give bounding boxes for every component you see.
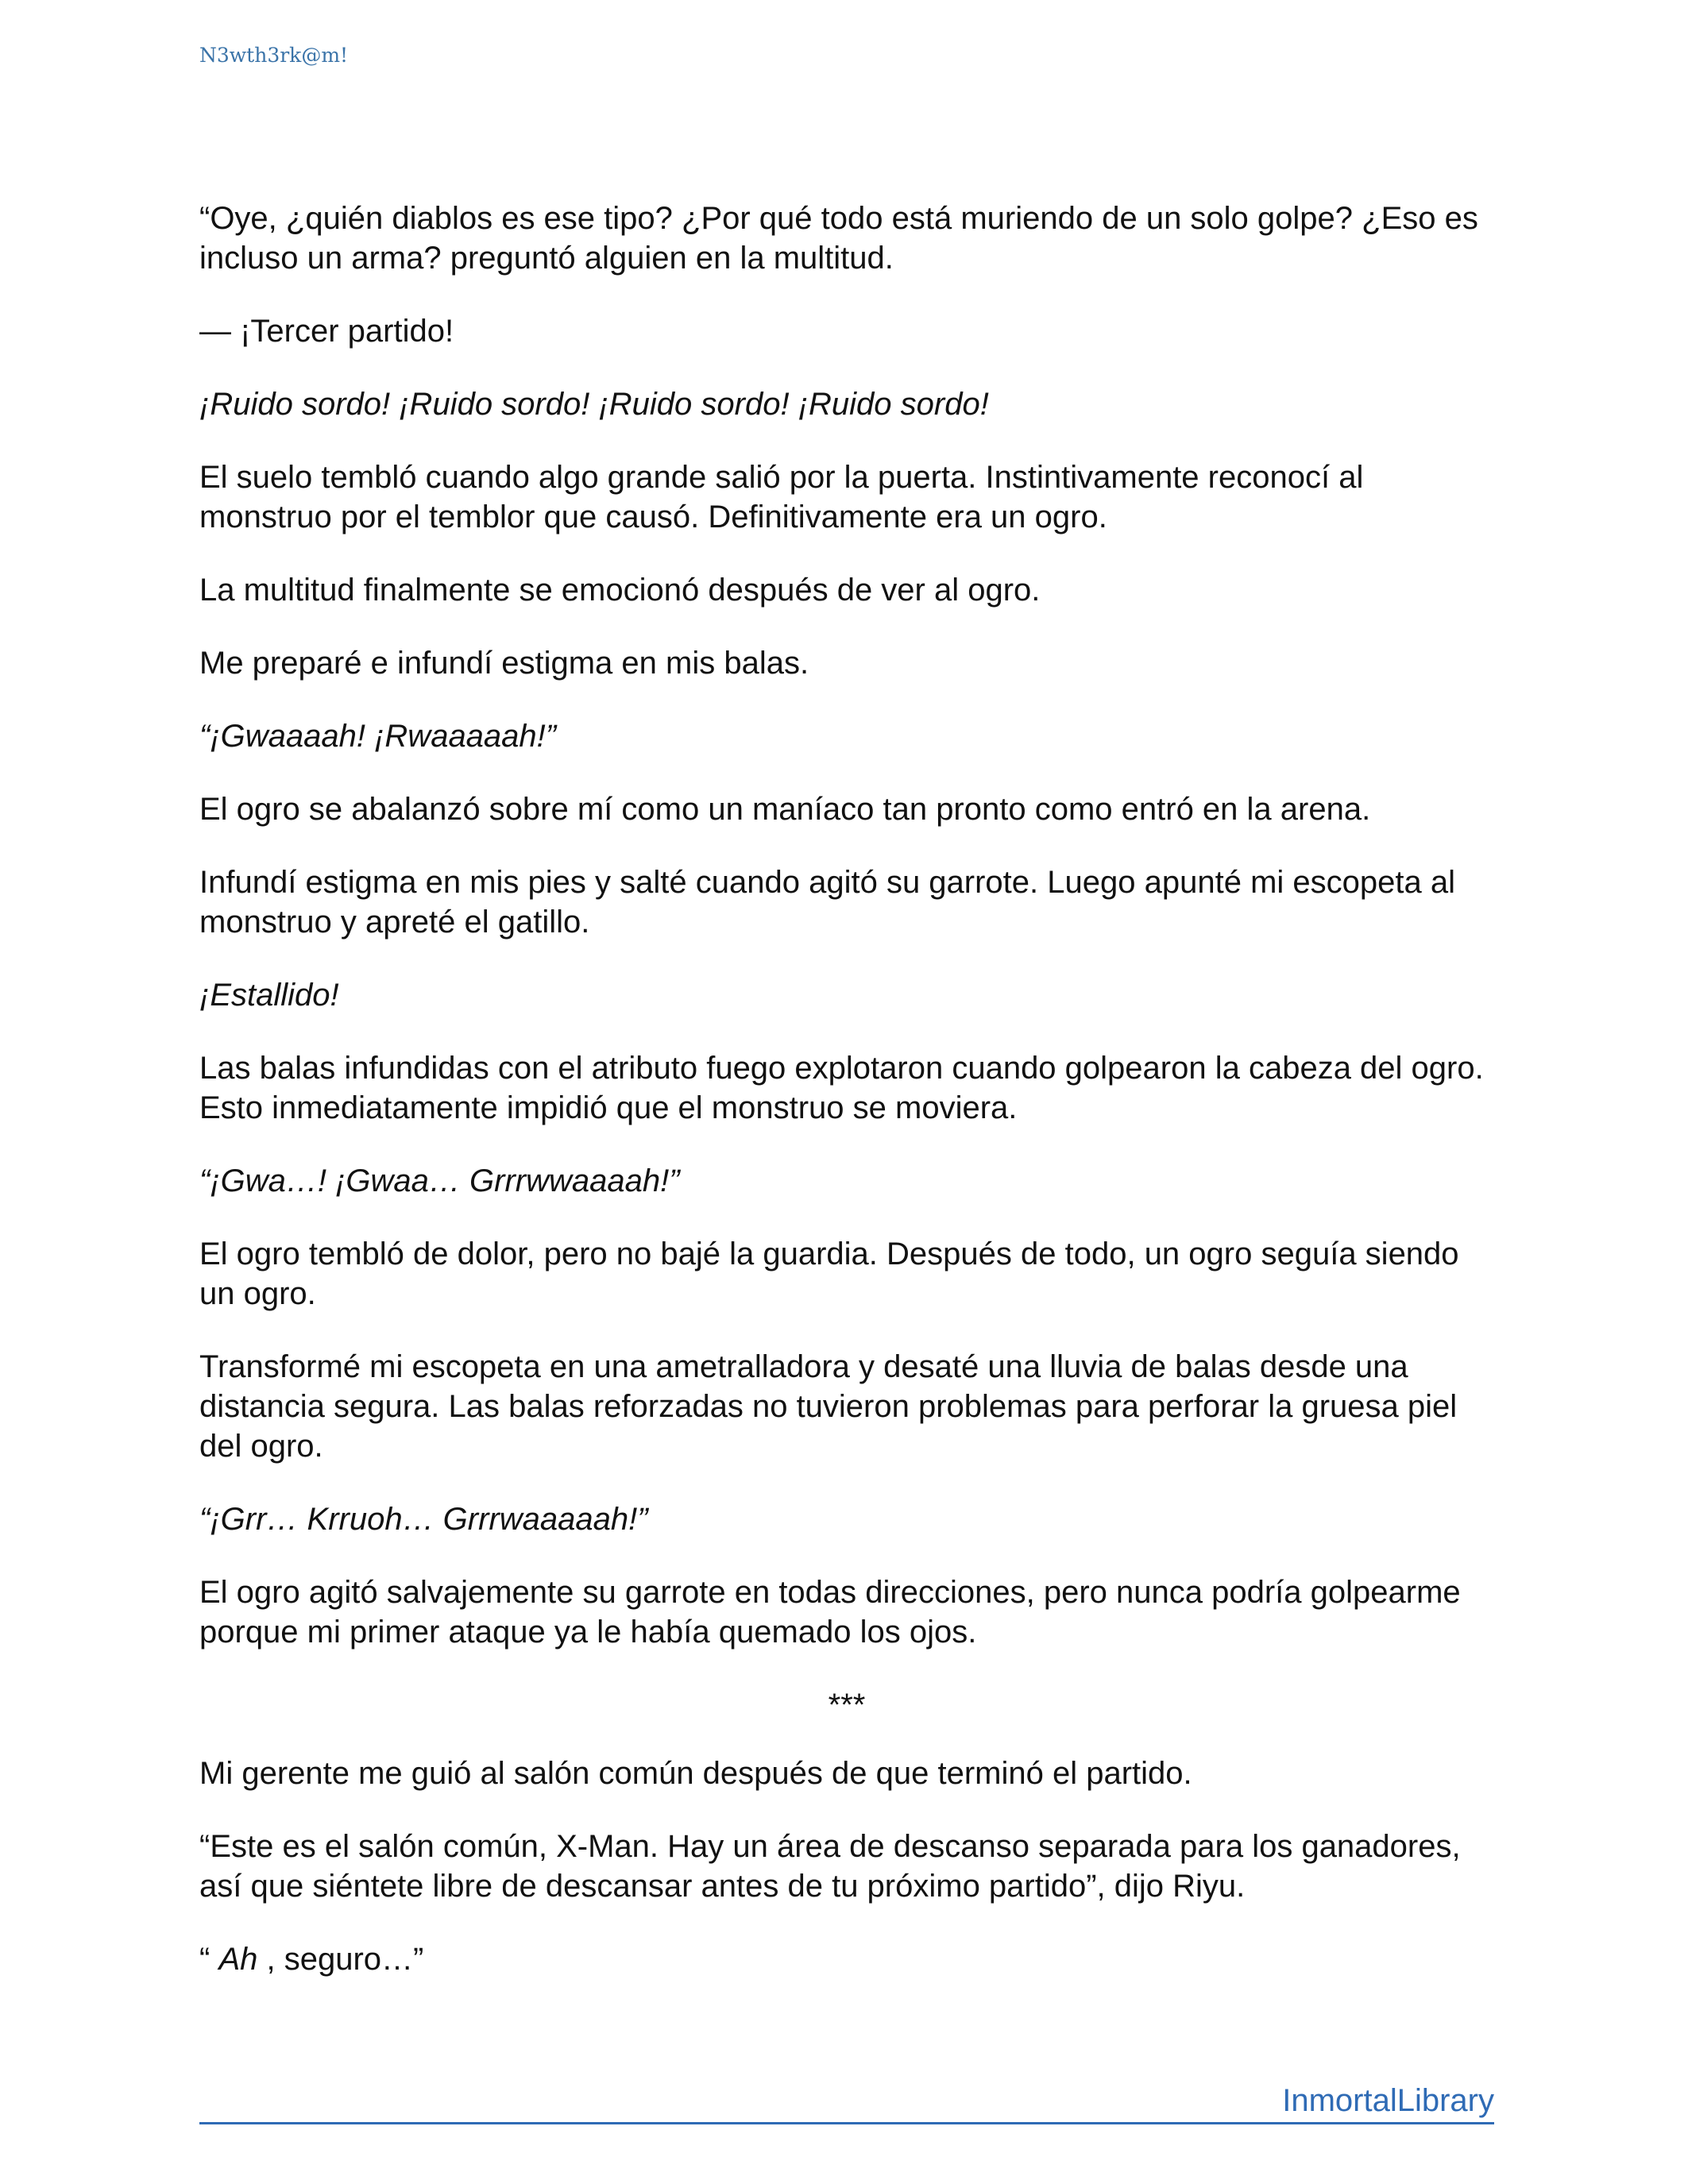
quote-italic-word: Ah	[218, 1942, 258, 1977]
paragraph: “Oye, ¿quién diablos es ese tipo? ¿Por qué todo está muriendo de un solo golpe? ¿Eso es incluso un arma? preguntó alguien en la multitud.	[199, 201, 1478, 276]
paragraph-last	[199, 1939, 1494, 1979]
paragraph: Me preparé e infundí estigma en mis balas.	[199, 646, 809, 681]
sound-effect: “¡Gwaaaah! ¡Rwaaaaah!”	[199, 719, 557, 754]
paragraph: El ogro tembló de dolor, pero no bajé la guardia. Después de todo, un ogro seguía siendo un ogro.	[199, 1237, 1459, 1311]
paragraph: El suelo tembló cuando algo grande salió por la puerta. Instintivamente reconocí al monstruo por el temblor que causó. Definitivamente era un ogro.	[199, 460, 1364, 534]
paragraph: Transformé mi escopeta en una ametralladora y desaté una lluvia de balas desde una distancia segura. Las balas reforzadas no tuvieron problemas para perforar la gruesa piel del ogro.	[199, 1349, 1458, 1464]
paragraph: “Este es el salón común, X-Man. Hay un área de descanso separada para los ganadores, así que siéntete libre de descansar antes de tu próximo partido”, dijo Riyu.	[199, 1829, 1461, 1904]
footer	[199, 2081, 1494, 2124]
sound-effect: “¡Grr… Krruoh… Grrrwaaaaah!”	[199, 1502, 648, 1537]
paragraph: Las balas infundidas con el atributo fuego explotaron cuando golpearon la cabeza del ogro. Esto inmediatamente impidió que el monstruo se moviera.	[199, 1051, 1484, 1125]
paragraph: — ¡Tercer partido!	[199, 314, 454, 349]
paragraph: El ogro se abalanzó sobre mí como un maníaco tan pronto como entró en la arena.	[199, 792, 1371, 827]
sound-effect: “¡Gwa…! ¡Gwaa… Grrrwwaaaah!”	[199, 1163, 680, 1198]
header-watermark: N3wth3rk@m!	[199, 44, 349, 67]
quote-rest: , seguro…”	[257, 1942, 424, 1977]
footer-link-inmortallibrary[interactable]: InmortalLibrary	[1282, 2083, 1494, 2118]
paragraph: Infundí estigma en mis pies y salté cuando agitó su garrote. Luego apunté mi escopeta al monstruo y apreté el gatillo.	[199, 865, 1455, 940]
scene-separator: ***	[828, 1688, 866, 1723]
paragraph: El ogro agitó salvajemente su garrote en todas direcciones, pero nunca podría golpearme porque mi primer ataque ya le había quemado los ojos.	[199, 1575, 1461, 1650]
sound-effect: ¡Estallido!	[199, 978, 339, 1013]
document-body	[199, 199, 1494, 2012]
sound-effect: ¡Ruido sordo! ¡Ruido sordo! ¡Ruido sordo! ¡Ruido sordo!	[199, 387, 989, 422]
paragraph: Mi gerente me guió al salón común después de que terminó el partido.	[199, 1756, 1192, 1791]
paragraph: La multitud finalmente se emocionó después de ver al ogro.	[199, 573, 1041, 608]
quote-open: “	[199, 1942, 219, 1977]
